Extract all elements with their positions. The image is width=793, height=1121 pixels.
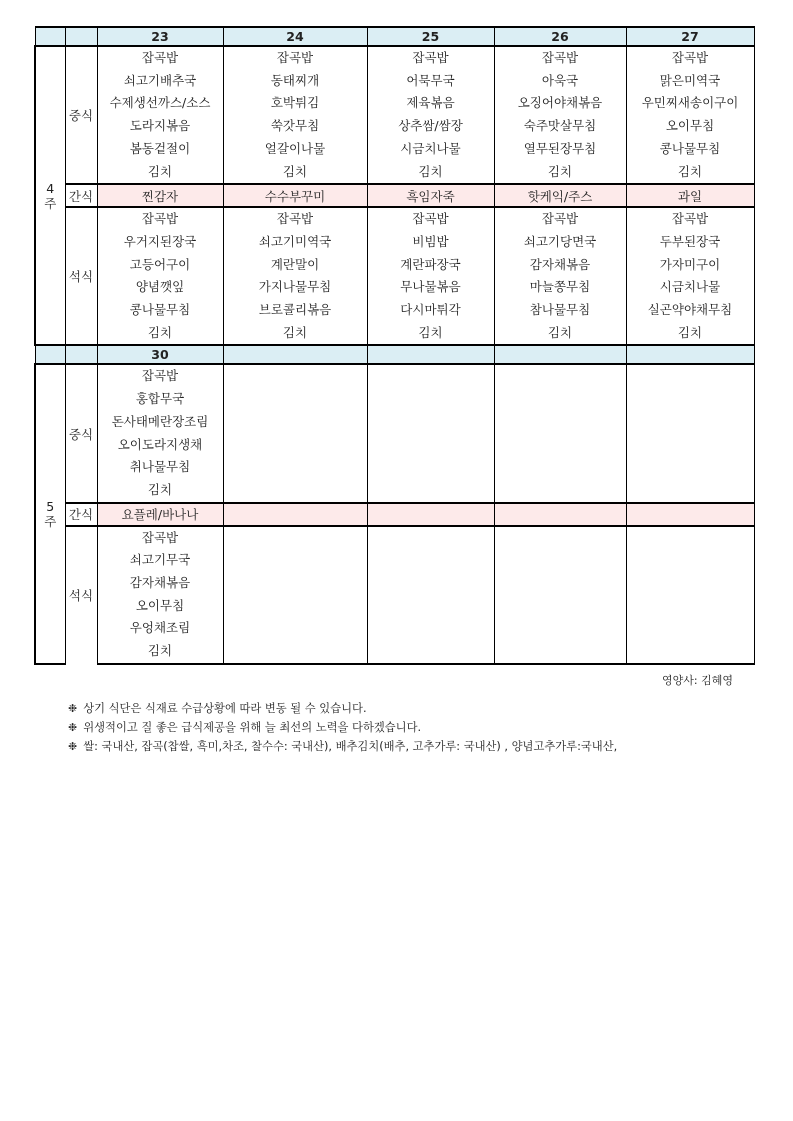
dinner-dish bbox=[494, 549, 626, 572]
lunch-dish bbox=[367, 364, 494, 388]
lunch-label: 중식 bbox=[65, 46, 97, 184]
dinner-dish bbox=[626, 526, 754, 550]
lunch-dish: 김치 bbox=[494, 161, 626, 185]
lunch-dish bbox=[626, 434, 754, 457]
lunch-dish bbox=[626, 479, 754, 503]
snack-dish: 찐감자 bbox=[97, 184, 223, 207]
dinner-label: 석식 bbox=[65, 526, 97, 664]
meal-row bbox=[35, 231, 754, 254]
lunch-dish: 취나물무침 bbox=[97, 456, 223, 479]
lunch-dish bbox=[223, 388, 367, 411]
lunch-dish bbox=[223, 479, 367, 503]
day-number bbox=[494, 345, 626, 364]
dinner-dish: 김치 bbox=[97, 640, 223, 664]
lunch-dish: 오이도라지생채 bbox=[97, 434, 223, 457]
dinner-dish: 오이무침 bbox=[97, 595, 223, 618]
lunch-dish: 김치 bbox=[367, 161, 494, 185]
dinner-dish: 우엉채조림 bbox=[97, 617, 223, 640]
lunch-dish bbox=[626, 411, 754, 434]
meal-row bbox=[35, 456, 754, 479]
snack-dish: 핫케익/주스 bbox=[494, 184, 626, 207]
meal-row bbox=[35, 572, 754, 595]
lunch-dish: 우민찌새송이구이 bbox=[626, 92, 754, 115]
day-number: 24 bbox=[223, 27, 367, 46]
meal-row bbox=[35, 92, 754, 115]
header-blank bbox=[65, 27, 97, 46]
week-label bbox=[35, 46, 65, 345]
lunch-dish: 도라지볶음 bbox=[97, 115, 223, 138]
snack-dish: 흑임자죽 bbox=[367, 184, 494, 207]
dinner-dish: 가지나물무침 bbox=[223, 276, 367, 299]
dinner-dish: 고등어구이 bbox=[97, 254, 223, 277]
lunch-dish: 시금치나물 bbox=[367, 138, 494, 161]
lunch-dish: 제육볶음 bbox=[367, 92, 494, 115]
dinner-dish: 잡곡밥 bbox=[494, 207, 626, 231]
dinner-dish: 가자미구이 bbox=[626, 254, 754, 277]
lunch-dish: 잡곡밥 bbox=[626, 46, 754, 70]
dinner-dish: 쇠고기당면국 bbox=[494, 231, 626, 254]
lunch-dish bbox=[367, 411, 494, 434]
meal-row bbox=[35, 322, 754, 346]
day-number bbox=[223, 345, 367, 364]
lunch-dish: 아욱국 bbox=[494, 70, 626, 93]
dinner-dish: 콩나물무침 bbox=[97, 299, 223, 322]
dinner-dish bbox=[626, 640, 754, 664]
dinner-dish bbox=[367, 617, 494, 640]
dinner-dish: 감자채볶음 bbox=[97, 572, 223, 595]
lunch-dish: 오징어야채볶음 bbox=[494, 92, 626, 115]
meal-row bbox=[35, 254, 754, 277]
lunch-dish bbox=[223, 434, 367, 457]
meal-row bbox=[35, 617, 754, 640]
lunch-dish bbox=[494, 388, 626, 411]
dinner-dish: 무나물볶음 bbox=[367, 276, 494, 299]
lunch-dish bbox=[494, 456, 626, 479]
lunch-dish: 숙주맛살무침 bbox=[494, 115, 626, 138]
note-item: ❉ 쌀: 국내산, 잡곡(찹쌀, 흑미,차조, 찰수수: 국내산), 배추김치(배추, 고추가루: 국내산) , 양념고추가루:국내산, bbox=[68, 740, 618, 753]
lunch-dish: 봄동겉절이 bbox=[97, 138, 223, 161]
dinner-dish bbox=[626, 617, 754, 640]
dinner-dish bbox=[494, 572, 626, 595]
day-header-row bbox=[35, 27, 754, 46]
snack-dish: 요플레/바나나 bbox=[97, 503, 223, 526]
dinner-dish bbox=[223, 549, 367, 572]
day-header-row bbox=[35, 345, 754, 364]
lunch-dish: 돈사태메란장조림 bbox=[97, 411, 223, 434]
lunch-dish: 잡곡밥 bbox=[97, 364, 223, 388]
lunch-dish bbox=[367, 434, 494, 457]
lunch-dish bbox=[367, 456, 494, 479]
meal-row bbox=[35, 479, 754, 503]
dinner-dish: 시금치나물 bbox=[626, 276, 754, 299]
lunch-dish bbox=[367, 479, 494, 503]
dinner-dish bbox=[494, 640, 626, 664]
meal-row bbox=[35, 549, 754, 572]
snack-row bbox=[35, 184, 754, 207]
lunch-dish: 어묵무국 bbox=[367, 70, 494, 93]
meal-row bbox=[35, 138, 754, 161]
lunch-dish: 쇠고기배추국 bbox=[97, 70, 223, 93]
lunch-dish bbox=[223, 411, 367, 434]
lunch-label: 중식 bbox=[65, 364, 97, 502]
lunch-dish: 홍합무국 bbox=[97, 388, 223, 411]
dinner-dish: 김치 bbox=[626, 322, 754, 346]
dinner-dish: 잡곡밥 bbox=[97, 207, 223, 231]
lunch-dish: 맑은미역국 bbox=[626, 70, 754, 93]
snack-dish bbox=[223, 503, 367, 526]
meal-plan-table bbox=[34, 26, 755, 665]
dinner-dish: 감자채볶음 bbox=[494, 254, 626, 277]
lunch-dish: 상추쌈/쌈장 bbox=[367, 115, 494, 138]
dinner-dish bbox=[367, 595, 494, 618]
lunch-dish bbox=[223, 364, 367, 388]
dinner-dish bbox=[223, 526, 367, 550]
meal-row bbox=[35, 411, 754, 434]
meal-row bbox=[35, 115, 754, 138]
dinner-dish: 브로콜리볶음 bbox=[223, 299, 367, 322]
snack-dish: 수수부꾸미 bbox=[223, 184, 367, 207]
meal-row bbox=[35, 276, 754, 299]
dinner-dish bbox=[367, 526, 494, 550]
lunch-dish: 열무된장무침 bbox=[494, 138, 626, 161]
meal-row bbox=[35, 207, 754, 231]
dinner-dish bbox=[494, 595, 626, 618]
dinner-dish: 마늘쫑무침 bbox=[494, 276, 626, 299]
week-label bbox=[35, 364, 65, 663]
day-number: 30 bbox=[97, 345, 223, 364]
lunch-dish: 얼갈이나물 bbox=[223, 138, 367, 161]
dinner-dish bbox=[494, 526, 626, 550]
nutritionist-signature: 영양사: 김혜영 bbox=[662, 674, 733, 687]
lunch-dish bbox=[494, 364, 626, 388]
dinner-dish: 참나물무침 bbox=[494, 299, 626, 322]
lunch-dish bbox=[494, 479, 626, 503]
header-blank bbox=[65, 345, 97, 364]
note-item: ❉ 위생적이고 질 좋은 급식제공을 위해 늘 최선의 노력을 다하겠습니다. bbox=[68, 721, 422, 734]
dinner-dish: 잡곡밥 bbox=[223, 207, 367, 231]
lunch-dish: 수제생선까스/소스 bbox=[97, 92, 223, 115]
dinner-dish bbox=[626, 549, 754, 572]
day-number bbox=[367, 345, 494, 364]
snack-label: 간식 bbox=[65, 503, 97, 526]
lunch-dish: 김치 bbox=[626, 161, 754, 185]
lunch-dish: 쑥갓무침 bbox=[223, 115, 367, 138]
day-number: 25 bbox=[367, 27, 494, 46]
dinner-dish: 실곤약야채무침 bbox=[626, 299, 754, 322]
lunch-dish bbox=[494, 434, 626, 457]
lunch-dish: 김치 bbox=[97, 161, 223, 185]
lunch-dish: 김치 bbox=[97, 479, 223, 503]
snack-dish: 과일 bbox=[626, 184, 754, 207]
lunch-dish: 잡곡밥 bbox=[367, 46, 494, 70]
lunch-dish bbox=[223, 456, 367, 479]
lunch-dish: 호박튀김 bbox=[223, 92, 367, 115]
bullet-icon: ❉ bbox=[68, 702, 78, 715]
meal-row bbox=[35, 595, 754, 618]
lunch-dish: 잡곡밥 bbox=[494, 46, 626, 70]
lunch-dish bbox=[494, 411, 626, 434]
dinner-dish bbox=[367, 549, 494, 572]
lunch-dish bbox=[367, 388, 494, 411]
header-blank bbox=[35, 345, 65, 364]
meal-row bbox=[35, 640, 754, 664]
lunch-dish bbox=[626, 388, 754, 411]
week-label-text: 5 주 bbox=[44, 499, 57, 530]
meal-row bbox=[35, 70, 754, 93]
lunch-dish: 동태찌개 bbox=[223, 70, 367, 93]
dinner-dish: 계란파장국 bbox=[367, 254, 494, 277]
dinner-dish: 우거지된장국 bbox=[97, 231, 223, 254]
week-label-text: 4 주 bbox=[44, 180, 57, 211]
meal-row bbox=[35, 46, 754, 70]
dinner-dish: 김치 bbox=[367, 322, 494, 346]
dinner-dish: 양념깻잎 bbox=[97, 276, 223, 299]
dinner-dish bbox=[626, 595, 754, 618]
dinner-dish: 잡곡밥 bbox=[367, 207, 494, 231]
dinner-dish: 잡곡밥 bbox=[626, 207, 754, 231]
dinner-dish: 두부된장국 bbox=[626, 231, 754, 254]
dinner-dish: 계란말이 bbox=[223, 254, 367, 277]
dinner-dish: 다시마튀각 bbox=[367, 299, 494, 322]
meal-row bbox=[35, 526, 754, 550]
dinner-dish: 비빔밥 bbox=[367, 231, 494, 254]
meal-row bbox=[35, 299, 754, 322]
lunch-dish bbox=[626, 364, 754, 388]
header-blank bbox=[35, 27, 65, 46]
lunch-dish: 잡곡밥 bbox=[223, 46, 367, 70]
meal-row bbox=[35, 364, 754, 388]
dinner-dish: 쇠고기무국 bbox=[97, 549, 223, 572]
dinner-dish bbox=[626, 572, 754, 595]
day-number bbox=[626, 345, 754, 364]
dinner-dish bbox=[223, 617, 367, 640]
lunch-dish: 오이무침 bbox=[626, 115, 754, 138]
dinner-dish bbox=[494, 617, 626, 640]
day-number: 23 bbox=[97, 27, 223, 46]
lunch-dish: 콩나물무침 bbox=[626, 138, 754, 161]
dinner-dish: 잡곡밥 bbox=[97, 526, 223, 550]
dinner-dish: 김치 bbox=[223, 322, 367, 346]
bullet-icon: ❉ bbox=[68, 740, 78, 753]
dinner-dish bbox=[223, 572, 367, 595]
dinner-dish bbox=[367, 572, 494, 595]
meal-row bbox=[35, 388, 754, 411]
day-number: 27 bbox=[626, 27, 754, 46]
lunch-dish: 잡곡밥 bbox=[97, 46, 223, 70]
notes-list bbox=[68, 699, 617, 756]
meal-row bbox=[35, 161, 754, 185]
day-number: 26 bbox=[494, 27, 626, 46]
snack-dish bbox=[494, 503, 626, 526]
dinner-label: 석식 bbox=[65, 207, 97, 345]
lunch-dish bbox=[626, 456, 754, 479]
snack-label: 간식 bbox=[65, 184, 97, 207]
snack-dish bbox=[626, 503, 754, 526]
dinner-dish bbox=[223, 640, 367, 664]
bullet-icon: ❉ bbox=[68, 721, 78, 734]
dinner-dish bbox=[223, 595, 367, 618]
lunch-dish: 김치 bbox=[223, 161, 367, 185]
snack-row bbox=[35, 503, 754, 526]
dinner-dish: 쇠고기미역국 bbox=[223, 231, 367, 254]
dinner-dish: 김치 bbox=[494, 322, 626, 346]
note-item: ❉ 상기 식단은 식재료 수급상황에 따라 변동 될 수 있습니다. bbox=[68, 702, 367, 715]
dinner-dish bbox=[367, 640, 494, 664]
dinner-dish: 김치 bbox=[97, 322, 223, 346]
meal-row bbox=[35, 434, 754, 457]
snack-dish bbox=[367, 503, 494, 526]
